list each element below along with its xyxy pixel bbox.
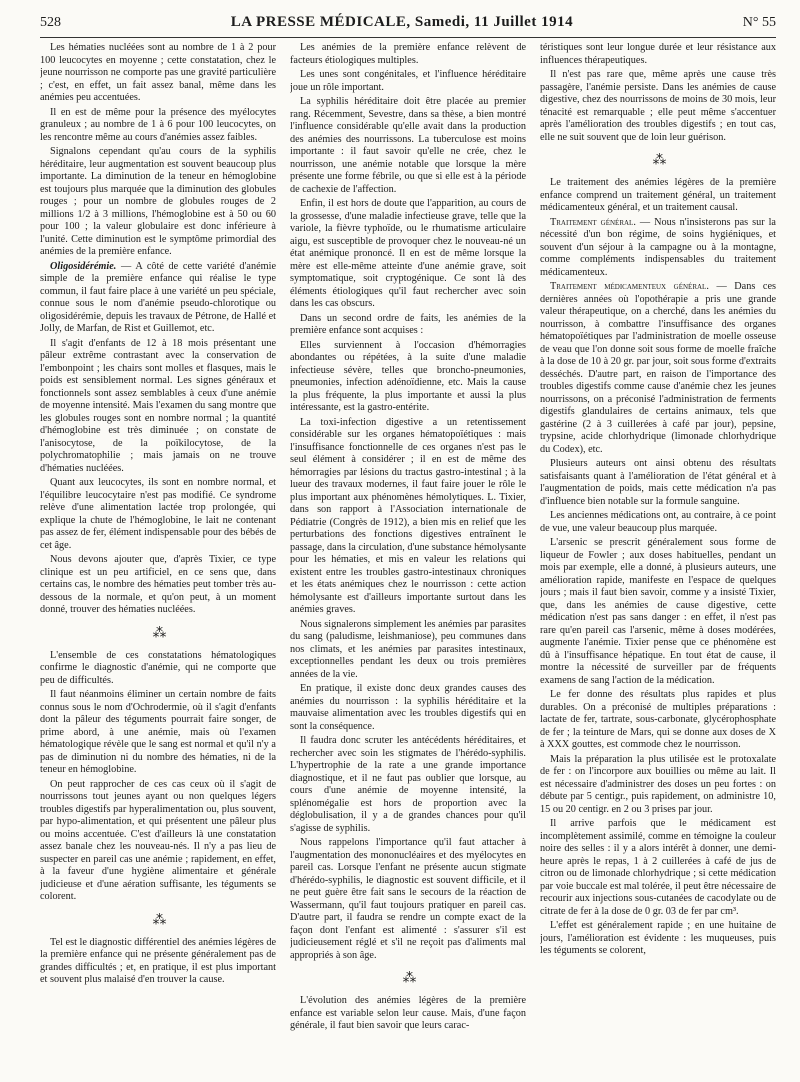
- paragraph: Nous devons ajouter que, d'après Tixier, ce type clinique est un peu artificiel, en ce sens que, dans certains cas, le nombre des hématies peut tomber très au-dessous de la normale, et qu'on peut, à un moment donné, trouver des hématies nucléées.: [40, 554, 276, 615]
- paragraph: téristiques sont leur longue durée et leur résistance aux influences thérapeutiques.: [540, 42, 776, 66]
- section-separator: ⁂: [652, 153, 664, 168]
- paragraph: Plusieurs auteurs ont ainsi obtenu des résultats satisfaisants quant à l'amélioration de l'état général et à l'augmentation de poids, mais cette médication n'a pas d'influence bien notable sur la formule sanguine.: [540, 458, 776, 507]
- paragraph: Enfin, il est hors de doute que l'apparition, au cours de la grossesse, d'une maladie infectieuse grave, telle que la variole, la fièvre typhoïde, ou le rhumatisme articulaire aigu, est susceptible de provoquer chez le nouveau-né un état anémique prononcé. Il en est de même lorsque la mère est elle-même atteinte d'une anémie grave, soit symptomatique, soit cryptogénique. Ce sont là des éléments étiologiques qu'il faut rechercher avec soin dans les cas obscurs.: [290, 198, 526, 309]
- section-heading: Traitement médicamenteux général.: [550, 281, 709, 293]
- paragraph-text: — Nous n'insisterons pas sur la nécessité d'un bon régime, de soins hygiéniques, et souvent d'un séjour à la campagne ou à la montagne, comme compléments indispensables du traitement médicamenteux.: [540, 216, 776, 278]
- paragraph: L'évolution des anémies légères de la première enfance est variable selon leur cause. Mais, d'une façon générale, il faut bien savoir que leurs carac-: [290, 995, 526, 1032]
- paragraph: Quant aux leucocytes, ils sont en nombre normal, et l'équilibre leucocytaire n'est pas modifié. Ce syndrome relève d'une alimentation lactée trop prolongée, qui explique la chute de l'hémoglobine, le lait ne contenant pas assez de fer, élément indispensable pour des bébés de cet âge.: [40, 477, 276, 551]
- paragraph: Il s'agit d'enfants de 12 à 18 mois présentant une pâleur extrême contrastant avec la conservation de l'embonpoint ; les chairs sont molles et flasques, mais le poids est sensiblement normal. Les signes généraux et fonctionnels sont assez semblables à ceux d'une anémie de moyenne intensité. Mais l'examen du sang montre que les globules rouges sont en nombre normal ; la quantité d'hémoglobine est très diminuée ; on constate de l'anisocytose, de la poïkilocytose, de la polychromatophilie ; mais jamais on ne trouve d'hématies nucléées.: [40, 337, 276, 474]
- section-heading: Traitement général.: [550, 216, 636, 228]
- column-1: [40, 42, 276, 1042]
- section-separator: ⁂: [152, 912, 164, 928]
- article-columns: [40, 42, 776, 1042]
- paragraph: [40, 261, 276, 336]
- page-number: 528: [40, 15, 61, 30]
- column-2: [290, 42, 526, 1042]
- issue-number: N° 55: [742, 15, 776, 30]
- paragraph: [540, 281, 776, 456]
- paragraph: Nous rappelons l'importance qu'il faut attacher à l'augmentation des mononucléaires et des myélocytes en pareil cas. Lorsque l'enfant ne présente aucun stigmate d'hérédo-syphilis, le diagnostic est souvent difficile, et il ne peut guère être fait sans le secours de la réaction de Wassermann, qu'il faut toujours pratiquer en pareil cas. D'autre part, il faudra se rendre un compte exact de la façon dont l'enfant est alimenté : s'assurer s'il est judicieusement réglé et s'il ne reçoit pas d'aliments mal appropriés à son âge.: [290, 837, 526, 961]
- paragraph: Il n'est pas rare que, même après une cause très passagère, l'anémie persiste. Dans les anémies de cause digestive, chez des nourrissons de moins de 30 mois, leur ténacité est remarquable ; elle peut même s'accentuer après l'amélioration des troubles digestifs ; en tout cas, elle ne suit souvent que de loin leur guérison.: [540, 69, 776, 143]
- paragraph: Nous signalerons simplement les anémies par parasites du sang (paludisme, leishmaniose), peu communes dans nos climats, et les anémies par parasites intestinaux, exceptionnelles pendant les deux ou trois premières années de la vie.: [290, 618, 526, 680]
- paragraph: Tel est le diagnostic différentiel des anémies légères de la première enfance qui ne présente généralement pas de grandes difficultés ; et, en pratique, il est plus important et souvent plus malaisé d'en trouver la cause.: [40, 936, 276, 986]
- section-separator: ⁂: [402, 971, 414, 986]
- paragraph: On peut rapprocher de ces cas ceux où il s'agit de nourrissons tout jeunes ayant ou non quelques légers troubles digestifs par hyperalimentation ou, plus souvent, par hypo-alimentation, et qui présentent une pâleur plus ou moins accentuée. C'est d'ailleurs là une constatation assez banale chez les nouveau-nés. Il n'y a pas lieu de suspecter en pareil cas une anémie ; rapidement, en effet, à la faveur d'une hygiène alimentaire et générale judicieuse et d'une aération suffisante, les téguments se colorent.: [40, 778, 276, 903]
- paragraph: Le fer donne des résultats plus rapides et plus durables. On a préconisé de multiples préparations : lactate de fer, tartrate, sous-carbonate, glycérophosphate de fer ; la teinture de Mars, qui se donne aux doses de X à XXX gouttes, est commode chez le nourrisson.: [540, 689, 776, 751]
- paragraph: [540, 217, 776, 280]
- paragraph: En pratique, il existe donc deux grandes causes des anémies du nourrisson : la syphilis héréditaire et la mauvaise alimentation avec les troubles digestifs qui en sont la conséquence.: [290, 683, 526, 732]
- paragraph-text: — Dans ces dernières années où l'opothérapie a pris une grande valeur thérapeutique, on a cherché, dans les anémies du nourrisson, à combattre l'insuffisance des organes hématopoïétiques par l'administration de moelle osseuse de veau que l'on donne soit sous forme de moelle fraîche à la dose de 10 à 20 gr. par jour, soit sous forme d'extraits desséchés. D'autre part, en raison de l'importance des troubles digestifs comme cause d'anémie chez les jeunes nourrissons, on a préconisé l'administration de ferments digestifs glandulaires de certains animaux, tels que gastérine (2 à 3 cuillerées à café par jour), pepsine, trypsine, acide chlorhydrique (limonade chlorhydrique du Codex), etc.: [540, 281, 776, 455]
- paragraph: Mais la préparation la plus utilisée est le protoxalate de fer : on l'incorpore aux bouillies ou même au lait. Il est nécessaire d'administrer des doses un peu fortes : on débute par 5 centigr., puis rapidement, on administre 10, 15 ou 20 centigr. en 2 ou 3 prises par jour.: [540, 753, 776, 815]
- paragraph: Les anciennes médications ont, au contraire, à ce point de vue, une valeur beaucoup plus marquée.: [540, 510, 776, 534]
- section-heading: Oligosidérémie.: [50, 260, 117, 272]
- paragraph: Il en est de même pour la présence des myélocytes granuleux ; au nombre de 1 à 6 pour 100 leucocytes, on les rencontre même au cours d'anémies assez faibles.: [40, 106, 276, 143]
- paragraph: Il faudra donc scruter les antécédents héréditaires, et rechercher avec soin les stigmates de l'hérédo-syphilis. L'hypertrophie de la rate a une grande importance diagnostique, et il ne faut pas oublier que lorsque, au cours d'une anémie de moyenne intensité, la splénomégalie est hors de proportion avec la déglobulisation, il y a de grandes chances pour qu'il s'agisse de syphilis.: [290, 735, 526, 834]
- paragraph: La syphilis héréditaire doit être placée au premier rang. Récemment, Sevestre, dans sa thèse, a bien montré l'influence considérable qu'elle avait dans la production des anémies des nourrissons. La tuberculose est moins importante : il faut savoir qu'elle ne crée, chez le nourrisson, une anémie notable que lorsque la mère présente une forme fébrile, ou que si elle est à la période de cachexie de l'affection.: [290, 96, 526, 195]
- paragraph: La toxi-infection digestive a un retentissement considérable sur les organes hématopoïétiques : mais l'insuffisance fonctionnelle de ces organes n'est pas le seul élément à considérer ; il en est de même des hémorragies par lésions du tractus gastro-intestinal ; à la lueur des travaux modernes, il faut faire jouer le rôle le plus important aux phénomènes hémolytiques. L. Tixier, dans son rapport à l'Association internationale de Pédiatrie (Congrès de 1912), a bien mis en relief que les perturbations des fonctions digestives entraînent le passage, dans la circulation, d'une substance hémolysante pour les hématies, et mis en valeur les relations qui existent entre les troubles gastro-intestinaux chroniques et les états anémiques chez le nourrisson : cette action hémolysante est d'ailleurs importante surtout dans les anémies graves.: [290, 416, 526, 615]
- paragraph: Dans un second ordre de faits, les anémies de la première enfance sont acquises :: [290, 312, 526, 336]
- paragraph: Les unes sont congénitales, et l'influence héréditaire joue un rôle important.: [290, 69, 526, 93]
- paragraph: Il arrive parfois que le médicament est incomplètement assimilé, comme en témoigne la couleur noire des selles : il y a alors intérêt à donner, une demi-heure après le repas, 1 à 2 cuillerées à café de jus de citron ou de limonade chlorhydrique ; si cette médication par voie buccale est mal tolérée, il peut être nécessaire de recourir aux injections sous-cutanées de cacodylate ou de citrate de fer à la dose de 0 gr. 03 de fer par cm³.: [540, 818, 776, 917]
- section-separator: ⁂: [152, 625, 164, 641]
- paragraph: Les anémies de la première enfance relèvent de facteurs étiologiques multiples.: [290, 42, 526, 66]
- column-3: [540, 42, 776, 1042]
- paragraph-text: — A côté de cette variété d'anémie simple de la première enfance qui réalise le type commun, il faut faire place à une variété un peu spéciale, connue sous le nom d'anémie pseudo-chlorotique ou oligosidérémie, depuis les travaux de Pétrone, de Hallé et Jolly, de Marfan, de Rist et Guillemot, etc.: [40, 260, 276, 334]
- journal-title: LA PRESSE MÉDICALE, Samedi, 11 Juillet 1914: [230, 14, 574, 30]
- paragraph: L'arsenic se prescrit généralement sous forme de liqueur de Fowler ; aux doses habituelles, pendant un mois par exemple, elle a donné, à plusieurs auteurs, une amélioration rapide, manifeste en l'espace de quelques jours ; mais il faut bien savoir, comme y a insisté Tixier, que, dans les anémies de cause digestive, cette médication n'est pas sans danger : en effet, il n'est pas rare qu'en pareil cas l'arsenic, même à doses modérées, augmente l'anémie. Tixier pense que ce phénomène est dû à l'insuffisance hépatique. En tout état de cause, il montre la nécessité de surveiller par de fréquents examens de sang l'action de la médication.: [540, 537, 776, 686]
- paragraph: L'ensemble de ces constatations hématologiques confirme le diagnostic d'anémie, qui ne comporte que peu de difficultés.: [40, 649, 276, 686]
- paragraph: Elles surviennent à l'occasion d'hémorragies abondantes ou répétées, à la suite d'une maladie infectieuse sévère, telles que broncho-pneumonies, pneumonies, infection adénoïdienne, etc. Mais la cause la plus fréquente, la plus importante et aussi la plus intéressante, est la gastro-entérite.: [290, 339, 526, 413]
- paragraph: Le traitement des anémies légères de la première enfance comprend un traitement général, un traitement médicamenteux général, et un traitement causal.: [540, 177, 776, 214]
- running-header: [40, 14, 776, 38]
- paragraph: Les hématies nucléées sont au nombre de 1 à 2 pour 100 leucocytes en moyenne ; cette constatation, chez le jeune nourrisson ne comporte pas une gravité particulière ; c'est, en effet, un fait assez banal, même dans les anémies peu accentuées.: [40, 42, 276, 103]
- paragraph: Il faut néanmoins éliminer un certain nombre de faits connus sous le nom d'Ochrodermie, où il s'agit d'enfants dont la pâleur des téguments pourrait faire songer, de prime abord, à une anémie, mais où l'examen hématologique révèle que le sang est normal et qu'il n'y a pas de diminution ni du nombre des hématies, ni de la teneur en hémoglobine.: [40, 689, 276, 776]
- paragraph: L'effet est généralement rapide ; en une huitaine de jours, l'amélioration est évidente : les muqueuses, puis les téguments se colorent,: [540, 920, 776, 957]
- paragraph: Signalons cependant qu'au cours de la syphilis héréditaire, leur augmentation est souvent beaucoup plus importante. La diminution de la teneur en hémoglobine est toujours plus marquée que la diminution des globules rouges ; pour un nombre de globules rouges de 2 millions 1/2 à 3 millions, l'hémoglobine est à 50 ou 60 pour 100 ; la valeur globulaire est donc inférieure à l'unité. Cette diminution est le symptôme primordial des anémies de la première enfance.: [40, 146, 276, 257]
